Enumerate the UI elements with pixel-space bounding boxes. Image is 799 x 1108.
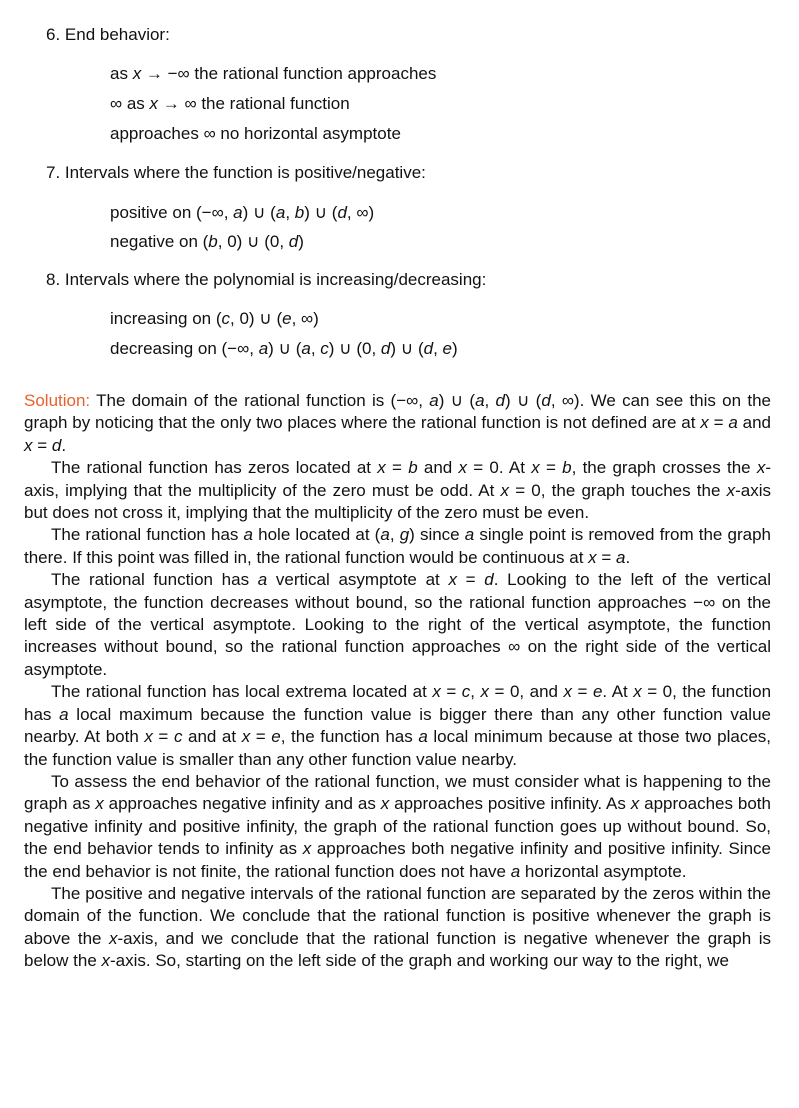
item-8-line-2: decreasing on (−∞, a) ∪ (a, c) ∪ (0, d) ∪ (d, e) bbox=[110, 339, 458, 358]
solution-paragraph-5: The rational function has local extrema located at x = c, x = 0, and x = e. At x = 0, the function has a local maximum because the function value is bigger there than any other function value nearby. At both x = c and at x = e, the function has a local minimum because at those two places, the function value is smaller than any other function value nearby. bbox=[24, 682, 772, 769]
item-7-line-1: positive on (−∞, a) ∪ (a, b) ∪ (d, ∞) bbox=[110, 203, 375, 222]
solution-paragraph-6: To assess the end behavior of the rational function, we must consider what is happening to the graph as x approaches negative infinity and as x approaches positive infinity. As x approaches both negative infinity and positive infinity, the graph of the rational function goes up without bound. So, the end behavior tends to infinity as x approaches both negative infinity and positive infinity. Since the end behavior is not finite, the rational function does not have a horizontal asymptote. bbox=[24, 771, 771, 881]
item-6-line-2: ∞ as x → ∞ the rational function bbox=[110, 94, 350, 113]
solution-paragraph-4: The rational function has a vertical asymptote at x = d. Looking to the left of the vertical asymptote, the function decreases without bound, so the rational function approaches −∞ on the left side of the vertical asymptote. Looking to the right of the vertical asymptote, the function increases without bound, so the rational function approaches ∞ on the right side of the vertical asymptote. bbox=[24, 570, 771, 679]
solution-paragraph-3: The rational function has a hole located at (a, g) since a single point is removed from the graph there. If this point was filled in, the rational function would be continuous at x = a. bbox=[24, 525, 771, 567]
item-6-heading: 6. End behavior: bbox=[46, 25, 170, 44]
solution-paragraph-7: The positive and negative intervals of the rational function are separated by the zeros within the domain of the function. We conclude that the rational function is positive whenever the graph is above the x-axis, and we conclude that the rational function is negative whenever the graph is below the x-axis. So, starting on the left side of the graph and working our way to the right, we bbox=[24, 883, 771, 971]
solution-paragraph-1 bbox=[24, 390, 771, 457]
solution-section bbox=[24, 390, 771, 973]
item-8-line-1: increasing on (c, 0) ∪ (e, ∞) bbox=[110, 309, 319, 328]
item-7-heading: 7. Intervals where the function is positive/negative: bbox=[46, 163, 426, 182]
solution-label: Solution: bbox=[24, 391, 91, 410]
solution-paragraph-2: The rational function has zeros located at x = b and x = 0. At x = b, the graph crosses the x-axis, implying that the multiplicity of the zero must be odd. At x = 0, the graph touches the x-axis but does not cross it, implying that the multiplicity of the zero must be even. bbox=[24, 458, 772, 523]
item-6-line-1: as x → −∞ the rational function approaches bbox=[110, 64, 437, 83]
item-6-line-3: approaches ∞ no horizontal asymptote bbox=[110, 124, 401, 143]
item-7-line-2: negative on (b, 0) ∪ (0, d) bbox=[110, 232, 304, 251]
item-8-heading: 8. Intervals where the polynomial is increasing/decreasing: bbox=[46, 270, 487, 289]
solution-paragraph-1-text: The domain of the rational function is (−∞, a) ∪ (a, d) ∪ (d, ∞). We can see this on the graph by noticing that the only two places where the rational function is not defined are at x = a and x = d. bbox=[24, 391, 772, 455]
